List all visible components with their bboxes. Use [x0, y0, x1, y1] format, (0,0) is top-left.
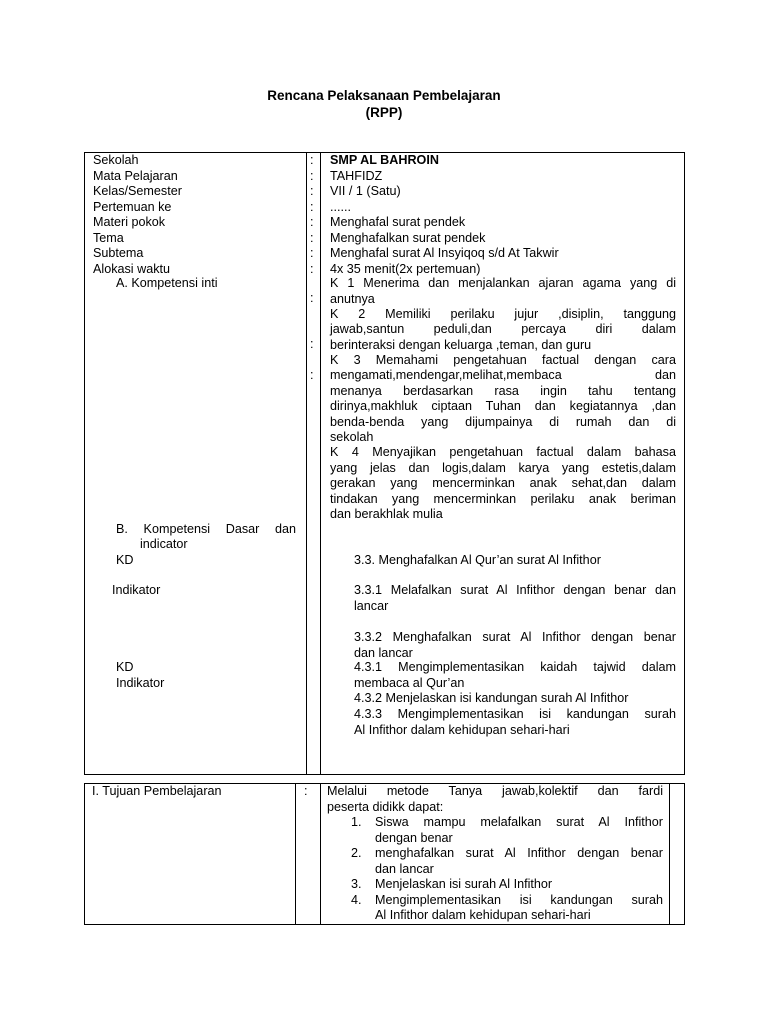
- ki-k2-line: berinteraksi dengan keluarga ,teman, dan guru: [330, 337, 592, 352]
- tujuan-item-line: dan lancar: [375, 861, 434, 876]
- kompetensi-inti-heading: A. Kompetensi inti: [116, 276, 218, 290]
- tujuan-colon: :: [304, 784, 308, 798]
- ki-k4-line: yang jelas dan logis,dalam karya yang estetis,dalam: [330, 460, 676, 475]
- tujuan-item-line: Mengimplementasikan isi kandungan surah: [375, 892, 663, 907]
- ki-colon-2: :: [310, 337, 314, 351]
- kompetensi-dasar-heading-2: indicator: [140, 537, 188, 551]
- kd-4-3-1-line: membaca al Qur’an: [354, 675, 465, 690]
- identity-value: 4x 35 menit(2x pertemuan): [330, 261, 481, 276]
- ki-colon-3: :: [310, 368, 314, 382]
- identity-colon: :: [310, 215, 314, 229]
- tujuan-divider-left: [295, 783, 296, 925]
- tujuan-item-line: menghafalkan surat Al Infithor dengan benar: [375, 846, 663, 860]
- identity-colon: :: [310, 168, 314, 183]
- ki-k3-line: mengamati,mendengar,melihat,membaca dan: [330, 368, 676, 382]
- ind-4-3-2: 4.3.2 Menjelaskan isi kandungan surah Al Infithor: [354, 691, 629, 705]
- tujuan-item-number: 1.: [351, 815, 362, 829]
- kompetensi-dasar-heading-1: B. Kompetensi Dasar dan: [116, 522, 296, 536]
- kd-3-3: 3.3. Menghafalkan Al Qur’an surat Al Infithor: [354, 553, 601, 567]
- identity-label: Alokasi waktu: [93, 261, 170, 276]
- tujuan-item-line: Al Infithor dalam kehidupan sehari-hari: [375, 908, 591, 922]
- identity-label: Sekolah: [93, 153, 139, 167]
- identity-value: SMP AL BAHROIN: [330, 153, 439, 167]
- ind-4-3-3-line: 4.3.3 Mengimplementasikan isi kandungan surah: [354, 707, 676, 721]
- tujuan-intro-line: peserta didikk dapat:: [327, 799, 444, 814]
- indikator-label-1: Indikator: [112, 583, 161, 597]
- table-divider-right: [320, 152, 321, 775]
- ki-k1-line: anutnya: [330, 291, 375, 306]
- identity-value: VII / 1 (Satu): [330, 184, 401, 198]
- ki-k1-line: K 1 Menerima dan menjalankan ajaran agama yang di: [330, 276, 676, 290]
- identity-colon: :: [310, 246, 314, 260]
- document-subtitle: (RPP): [365, 105, 403, 120]
- ind-3-3-1-line: lancar: [354, 598, 389, 613]
- ki-k3-line: menanya berdasarkan rasa ingin tahu tentang: [330, 383, 676, 398]
- ind-4-3-3-line: Al Infithor dalam kehidupan sehari-hari: [354, 722, 570, 737]
- identity-value: Menghafal surat Al Insyiqoq s/d At Takwir: [330, 246, 559, 260]
- ki-k3-line: benda-benda yang dijumpainya di rumah dan di: [330, 414, 676, 429]
- tujuan-item-line: Menjelaskan isi surah Al Infithor: [375, 877, 553, 891]
- tujuan-item-number: 2.: [351, 846, 362, 860]
- identity-label: Tema: [93, 230, 124, 245]
- identity-label: Mata Pelajaran: [93, 168, 178, 183]
- ki-k4-line: gerakan yang mencerminkan anak sehat,dan dalam: [330, 476, 676, 490]
- identity-label: Kelas/Semester: [93, 184, 182, 198]
- identity-value: TAHFIDZ: [330, 168, 383, 183]
- identity-label: Pertemuan ke: [93, 199, 172, 214]
- ind-3-3-2-line: 3.3.2 Menghafalkan surat Al Infithor dengan benar: [354, 630, 676, 644]
- identity-colon: :: [310, 153, 314, 167]
- kd-label-1: KD: [116, 553, 134, 567]
- kd-4-3-1-line: 4.3.1 Mengimplementasikan kaidah tajwid dalam: [354, 660, 676, 674]
- ki-k3-line: dirinya,makhluk ciptaan Tuhan dan kegiatannya ,dan: [330, 399, 676, 413]
- ki-k3-line: sekolah: [330, 430, 374, 444]
- ki-k2-line: K 2 Memiliki perilaku jujur ,disiplin, tanggung: [330, 306, 676, 321]
- identity-label: Subtema: [93, 246, 144, 260]
- identity-colon: :: [310, 230, 314, 245]
- ind-3-3-2-line: dan lancar: [354, 645, 413, 660]
- kd-label-2: KD: [116, 660, 134, 674]
- table-divider-left: [306, 152, 307, 775]
- document-title: Rencana Pelaksanaan Pembelajaran: [267, 88, 501, 103]
- identity-value: Menghafal surat pendek: [330, 215, 466, 229]
- identity-value: Menghafalkan surat pendek: [330, 230, 486, 245]
- tujuan-item-line: Siswa mampu melafalkan surat Al Infithor: [375, 815, 663, 829]
- indikator-label-2: Indikator: [116, 676, 165, 690]
- ki-k2-line: jawab,santun peduli,dan percaya diri dalam: [330, 322, 676, 336]
- ind-3-3-1-line: 3.3.1 Melafalkan surat Al Infithor dengan benar dan: [354, 583, 676, 597]
- tujuan-item-line: dengan benar: [375, 830, 453, 845]
- identity-colon: :: [310, 199, 314, 214]
- tujuan-label: I. Tujuan Pembelajaran: [92, 784, 222, 798]
- tujuan-divider-right: [320, 783, 321, 925]
- identity-label: Materi pokok: [93, 215, 166, 229]
- ki-k4-line: K 4 Menyajikan pengetahuan factual dalam bahasa: [330, 445, 676, 459]
- ki-k4-line: tindakan yang mencerminkan perilaku anak beriman: [330, 491, 676, 506]
- ki-k3-line: K 3 Memahami pengetahuan factual dengan cara: [330, 352, 676, 367]
- tujuan-item-number: 3.: [351, 877, 362, 891]
- ki-colon-1: :: [310, 291, 314, 305]
- ki-k4-line: dan berakhlak mulia: [330, 507, 443, 521]
- identity-colon: :: [310, 261, 314, 276]
- tujuan-divider-inner: [669, 783, 670, 925]
- tujuan-item-number: 4.: [351, 892, 362, 907]
- identity-value: ......: [330, 199, 351, 214]
- tujuan-intro-line: Melalui metode Tanya jawab,kolektif dan fardi: [327, 784, 663, 798]
- identity-colon: :: [310, 184, 314, 198]
